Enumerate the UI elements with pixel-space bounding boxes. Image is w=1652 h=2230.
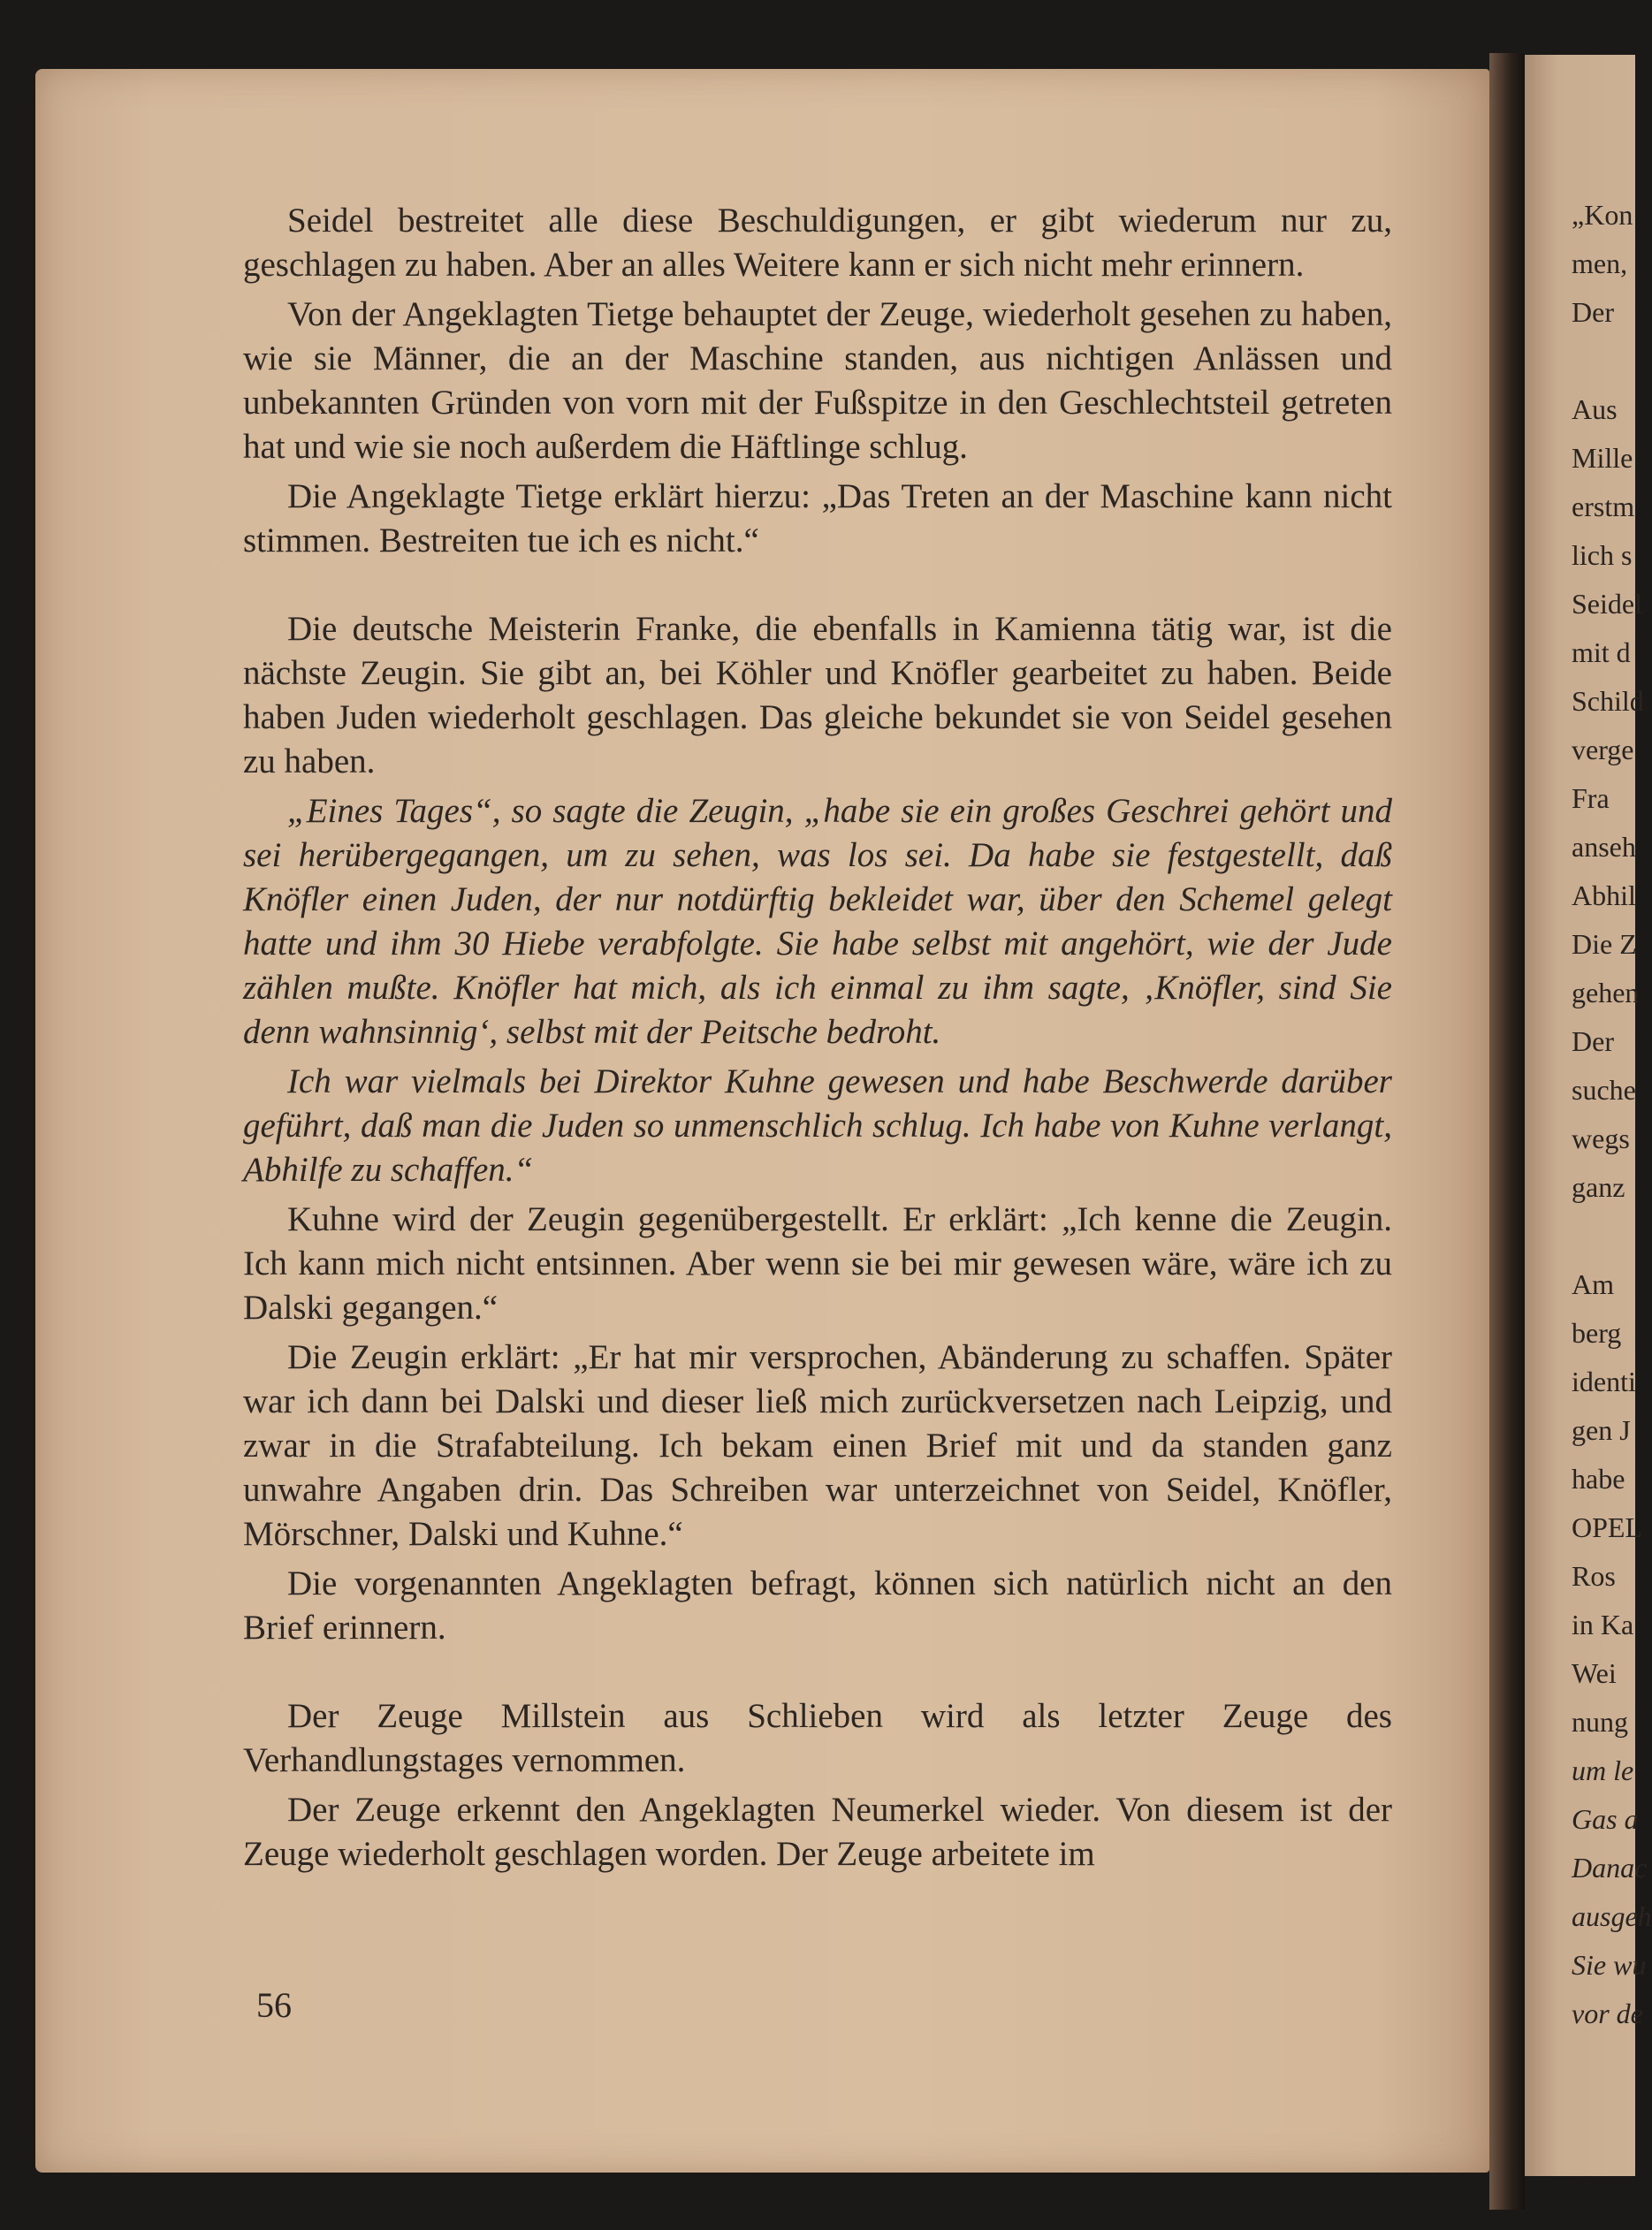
right-page-fragment: Der [1572,296,1614,328]
right-page-fragment: Wei [1572,1657,1617,1689]
right-page-fragment: identi [1572,1366,1636,1397]
right-page-fragment: um le [1572,1754,1634,1786]
paragraph: Die Angeklagte Tietge erklärt hierzu: „Das Treten an der Maschine kann nicht stimmen. Bestreiten tue ich es nicht.“ [243,477,1392,559]
paragraph: Der Zeuge erkennt den Angeklagten Neumerkel wieder. Von diesem ist der Zeuge wiederholt geschlagen worden. Der Zeuge arbeitete im [243,1791,1392,1873]
paragraph: Seidel bestreitet alle diese Beschuldigungen, er gibt wiederum nur zu, geschlagen zu haben. Aber an alles Weitere kann er sich nicht mehr erinnern. [243,202,1392,284]
right-page-fragment: anseh [1572,831,1636,863]
paragraph: „Eines Tages“, so sagte die Zeugin, „habe sie ein großes Geschrei gehört und sei herübergegangen, um zu sehen, was los sei. Da habe sie festgestellt, daß Knöfler einen Juden, der nur notdürftig bekleidet war, über den Schemel gelegt hatte und ihm 30 Hiebe verabfolgte. Sie habe selbst mit angehört, wie der Jude zählen mußte. Knöfler hat mich, als ich einmal zu ihm sagte, ‚Knöfler, sind Sie denn wahnsinnig‘, selbst mit der Peitsche bedroht. [243,792,1392,1051]
right-page-fragment: habe [1572,1463,1625,1495]
right-page-fragment: Sie wu [1572,1949,1647,1981]
page-text [243,199,1392,1882]
right-page-fragment: nung [1572,1706,1628,1738]
right-page-fragment: Aus [1572,393,1618,425]
page-number: 56 [256,1985,292,2025]
right-page-fragment: Gas a [1572,1803,1639,1835]
right-page-fragment: OPEL [1572,1511,1642,1543]
book-gutter [1489,53,1525,2210]
right-page-fragment: suche [1572,1074,1636,1106]
right-page-fragment: Seidel [1572,588,1642,620]
right-page-fragment: Fra [1572,782,1610,814]
paragraph: Die vorgenannten Angeklagten befragt, können sich natürlich nicht an den Brief erinnern. [243,1564,1392,1647]
right-page-fragment: in Ka [1572,1609,1634,1640]
right-page-fragment: „Kon [1572,199,1633,231]
right-page-fragment: Der [1572,1025,1614,1057]
paragraph: Der Zeuge Millstein aus Schlieben wird als letzter Zeuge des Verhandlungstages vernommen. [243,1697,1392,1779]
right-page-fragment: Am [1572,1268,1614,1300]
right-page-fragment: verge [1572,734,1634,765]
right-page-fragment: erstm [1572,491,1635,522]
right-page-fragment: ganz [1572,1171,1625,1203]
right-page-fragment: Abhil [1572,879,1636,911]
paragraph: Die Zeugin erklärt: „Er hat mir versprochen, Abänderung zu schaffen. Später war ich dann bei Dalski und dieser ließ mich zurückversetzen nach Leipzig, und zwar in die Strafabteilung. Ich bekam einen Brief mit und da standen ganz unwahre Angaben drin. Das Schreiben war unterzeichnet von Seidel, Knöfler, Mörschner, Dalski und Kuhne.“ [243,1338,1392,1553]
right-page-fragment: Danac [1572,1852,1648,1884]
right-page-fragment: lich s [1572,539,1633,571]
right-page-fragment: Die Z [1572,928,1637,960]
paragraph: Von der Angeklagten Tietge behauptet der Zeuge, wiederholt gesehen zu haben, wie sie Männer, die an der Maschine standen, aus nichtigen Anlässen und unbekannten Gründen von vorn mit der Fußspitze in den Geschlechtsteil getreten hat und wie sie noch außerdem die Häftlinge schlug. [243,295,1392,466]
right-page-fragment: Ros [1572,1560,1616,1592]
right-page-fragment: berg [1572,1317,1622,1349]
right-page-fragment: Mille [1572,442,1633,474]
right-page-fragment: gen J [1572,1414,1631,1446]
right-page-fragment: mit d [1572,636,1631,668]
right-page-fragment: men, [1572,247,1628,279]
paragraph: Kuhne wird der Zeugin gegenübergestellt. Er erklärt: „Ich kenne die Zeugin. Ich kann mich nicht entsinnen. Aber wenn sie bei mir gewesen wäre, wäre ich zu Dalski gegangen.“ [243,1200,1392,1327]
right-page-fragment: vor de [1572,1998,1643,2029]
right-page-fragment: wegs [1572,1123,1630,1154]
paragraph: Ich war vielmals bei Direktor Kuhne gewesen und habe Beschwerde darüber geführt, daß man die Juden so unmenschlich schlug. Ich habe von Kuhne verlangt, Abhilfe zu schaffen.“ [243,1062,1392,1189]
right-page-fragment: gehen [1572,977,1640,1008]
paragraph: Die deutsche Meisterin Franke, die ebenfalls in Kamienna tätig war, ist die nächste Zeugin. Sie gibt an, bei Köhler und Knöfler gearbeitet zu haben. Beide haben Juden wiederholt geschlagen. Das gleiche bekundet sie von Seidel gesehen zu haben. [243,610,1392,780]
right-page-fragment: ausgeh [1572,1900,1652,1932]
right-page-fragment: Schild [1572,685,1644,717]
